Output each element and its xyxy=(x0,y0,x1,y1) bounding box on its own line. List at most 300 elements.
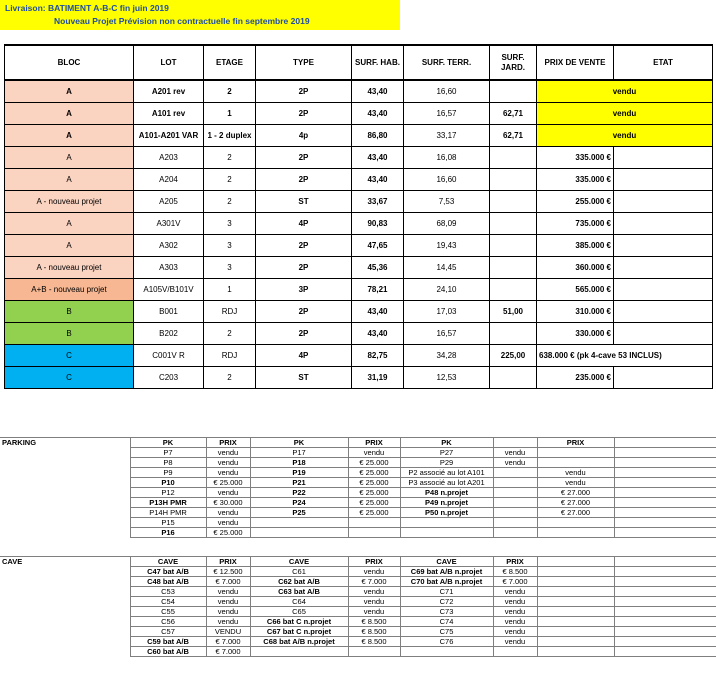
surf-jard-cell xyxy=(490,213,537,235)
cave-row xyxy=(0,617,716,627)
price-cell: 255.000 € xyxy=(537,191,614,213)
parking-cell: P15 xyxy=(130,518,206,528)
label-spacer xyxy=(0,498,130,508)
cave-label: CAVE xyxy=(0,557,130,567)
etage-cell: 2 xyxy=(204,323,256,345)
parking-cell xyxy=(493,488,537,498)
lot-cell: A101-A201 VAR xyxy=(134,125,204,147)
parking-cell: P22 xyxy=(250,488,348,498)
parking-cell: vendu xyxy=(206,458,250,468)
column-header: SURF. HAB. xyxy=(352,45,404,80)
parking-cell: € 27.000 xyxy=(537,508,614,518)
etat-cell xyxy=(614,301,713,323)
cave-cell: C68 bat A/B n.projet xyxy=(250,637,348,647)
surf-jard-cell xyxy=(490,367,537,389)
surf-hab-cell: 43,40 xyxy=(352,323,404,345)
column-header: PRIX xyxy=(206,557,250,567)
parking-cell: € 25.000 xyxy=(348,488,400,498)
column-header: SURF. JARD. xyxy=(490,45,537,80)
surf-jard-cell: 225,00 xyxy=(490,345,537,367)
parking-cell xyxy=(493,528,537,538)
parking-cell xyxy=(493,518,537,528)
sold-status-cell: vendu xyxy=(537,80,713,103)
surf-hab-cell: 47,65 xyxy=(352,235,404,257)
empty-cell xyxy=(537,637,614,647)
empty-cell xyxy=(614,528,716,538)
lot-cell: B001 xyxy=(134,301,204,323)
etat-cell xyxy=(614,191,713,213)
lot-cell: C001V R xyxy=(134,345,204,367)
parking-cell xyxy=(493,478,537,488)
cave-cell: C69 bat A/B n.projet xyxy=(400,567,493,577)
surf-terr-cell: 33,17 xyxy=(404,125,490,147)
price-cell: 360.000 € xyxy=(537,257,614,279)
surf-terr-cell: 12,53 xyxy=(404,367,490,389)
surf-jard-cell xyxy=(490,235,537,257)
cave-cell: € 7.000 xyxy=(348,577,400,587)
lot-row xyxy=(5,125,713,147)
label-spacer xyxy=(0,627,130,637)
bloc-cell: B xyxy=(5,301,134,323)
empty-cell xyxy=(537,597,614,607)
parking-row xyxy=(0,518,716,528)
lot-cell: B202 xyxy=(134,323,204,345)
cave-cell: C72 xyxy=(400,597,493,607)
empty-cell xyxy=(537,617,614,627)
parking-cell: € 25.000 xyxy=(206,528,250,538)
parking-cell: vendu xyxy=(493,448,537,458)
cave-cell: C71 xyxy=(400,587,493,597)
surf-terr-cell: 17,03 xyxy=(404,301,490,323)
parking-cell: € 25.000 xyxy=(348,468,400,478)
cave-cell: C53 xyxy=(130,587,206,597)
lot-row xyxy=(5,169,713,191)
type-cell: ST xyxy=(256,367,352,389)
cave-cell: vendu xyxy=(348,587,400,597)
etage-cell: 3 xyxy=(204,235,256,257)
lot-row xyxy=(5,345,713,367)
column-header: CAVE xyxy=(250,557,348,567)
parking-cell: P48 n.projet xyxy=(400,488,493,498)
surf-terr-cell: 16,60 xyxy=(404,80,490,103)
etat-cell xyxy=(614,279,713,301)
type-cell: 2P xyxy=(256,301,352,323)
surf-hab-cell: 43,40 xyxy=(352,169,404,191)
empty-cell xyxy=(537,567,614,577)
column-header: BLOC xyxy=(5,45,134,80)
empty-cell xyxy=(614,508,716,518)
parking-cell: P13H PMR xyxy=(130,498,206,508)
price-cell: 565.000 € xyxy=(537,279,614,301)
empty-cell xyxy=(614,518,716,528)
cave-cell: C70 bat A/B n.projet xyxy=(400,577,493,587)
parking-cell: P29 xyxy=(400,458,493,468)
parking-cell: € 25.000 xyxy=(348,458,400,468)
surf-jard-cell xyxy=(490,257,537,279)
empty-cell xyxy=(614,478,716,488)
cave-cell: vendu xyxy=(493,587,537,597)
cave-cell: C47 bat A/B xyxy=(130,567,206,577)
column-header: ETAGE xyxy=(204,45,256,80)
parking-cell: vendu xyxy=(537,478,614,488)
parking-cell: P10 xyxy=(130,478,206,488)
etat-cell xyxy=(614,147,713,169)
parking-row xyxy=(0,508,716,518)
lot-row xyxy=(5,103,713,125)
surf-jard-cell xyxy=(490,169,537,191)
surf-terr-cell: 16,57 xyxy=(404,323,490,345)
label-spacer xyxy=(0,488,130,498)
cave-cell: C75 xyxy=(400,627,493,637)
cave-cell: VENDU xyxy=(206,627,250,637)
banner-line-1-building: BATIMENT A-B-C fin juin 2019 xyxy=(47,3,169,13)
parking-cell xyxy=(250,518,348,528)
empty-cell xyxy=(614,488,716,498)
lot-cell: A201 rev xyxy=(134,80,204,103)
cave-cell: vendu xyxy=(493,617,537,627)
cave-row xyxy=(0,627,716,637)
label-spacer xyxy=(0,448,130,458)
lot-cell: A203 xyxy=(134,147,204,169)
etage-cell: 2 xyxy=(204,147,256,169)
lots-table xyxy=(4,44,713,389)
parking-cell: P19 xyxy=(250,468,348,478)
label-spacer xyxy=(0,478,130,488)
lots-table-header xyxy=(5,45,713,80)
column-header: PRIX xyxy=(348,438,400,448)
empty-cell xyxy=(614,468,716,478)
bloc-cell: A xyxy=(5,80,134,103)
parking-cell: P27 xyxy=(400,448,493,458)
type-cell: 3P xyxy=(256,279,352,301)
surf-terr-cell: 34,28 xyxy=(404,345,490,367)
label-spacer xyxy=(0,508,130,518)
empty-cell xyxy=(614,607,716,617)
type-cell: 2P xyxy=(256,323,352,345)
empty-cell xyxy=(614,647,716,657)
etage-cell: 1 xyxy=(204,279,256,301)
empty-cell xyxy=(537,587,614,597)
bloc-cell: C xyxy=(5,367,134,389)
parking-cell: vendu xyxy=(493,458,537,468)
empty-cell xyxy=(537,557,614,567)
parking-row xyxy=(0,478,716,488)
column-header: PRIX xyxy=(537,438,614,448)
parking-label: PARKING xyxy=(0,438,130,448)
surf-jard-cell xyxy=(490,323,537,345)
surf-terr-cell: 16,60 xyxy=(404,169,490,191)
bloc-cell: A - nouveau projet xyxy=(5,191,134,213)
type-cell: 2P xyxy=(256,103,352,125)
type-cell: ST xyxy=(256,191,352,213)
empty-cell xyxy=(614,458,716,468)
cave-cell xyxy=(493,647,537,657)
parking-cell: vendu xyxy=(537,468,614,478)
cave-cell: C56 xyxy=(130,617,206,627)
lot-cell: A302 xyxy=(134,235,204,257)
label-spacer xyxy=(0,637,130,647)
surf-hab-cell: 82,75 xyxy=(352,345,404,367)
parking-cell: € 27.000 xyxy=(537,488,614,498)
parking-cell xyxy=(348,518,400,528)
empty-cell xyxy=(614,438,716,448)
type-cell: 2P xyxy=(256,147,352,169)
cave-cell: C62 bat A/B xyxy=(250,577,348,587)
cave-cell xyxy=(400,647,493,657)
bloc-cell: A xyxy=(5,235,134,257)
empty-cell xyxy=(537,607,614,617)
surf-jard-cell xyxy=(490,147,537,169)
surf-hab-cell: 90,83 xyxy=(352,213,404,235)
price-cell: 310.000 € xyxy=(537,301,614,323)
surf-hab-cell: 43,40 xyxy=(352,80,404,103)
column-header: CAVE xyxy=(130,557,206,567)
cave-row xyxy=(0,607,716,617)
etage-cell: 3 xyxy=(204,257,256,279)
surf-hab-cell: 86,80 xyxy=(352,125,404,147)
cave-cell: C54 xyxy=(130,597,206,607)
type-cell: 2P xyxy=(256,169,352,191)
cave-cell: C73 xyxy=(400,607,493,617)
cave-cell: € 7.000 xyxy=(206,577,250,587)
bloc-cell: B xyxy=(5,323,134,345)
parking-cell xyxy=(400,518,493,528)
empty-cell xyxy=(614,577,716,587)
cave-cell: C64 xyxy=(250,597,348,607)
column-header: ETAT xyxy=(614,45,713,80)
empty-cell xyxy=(614,448,716,458)
surf-terr-cell: 19,43 xyxy=(404,235,490,257)
lot-row xyxy=(5,80,713,103)
label-spacer xyxy=(0,518,130,528)
parking-cell xyxy=(537,448,614,458)
parking-cell: vendu xyxy=(206,518,250,528)
parking-cell: vendu xyxy=(206,448,250,458)
lot-row xyxy=(5,191,713,213)
lot-cell: C203 xyxy=(134,367,204,389)
cave-cell: C60 bat A/B xyxy=(130,647,206,657)
cave-cell: vendu xyxy=(493,627,537,637)
surf-terr-cell: 24,10 xyxy=(404,279,490,301)
lot-cell: A101 rev xyxy=(134,103,204,125)
cave-cell: vendu xyxy=(206,597,250,607)
etage-cell: 2 xyxy=(204,367,256,389)
etage-cell: RDJ xyxy=(204,301,256,323)
surf-hab-cell: 78,21 xyxy=(352,279,404,301)
cave-cell: C74 xyxy=(400,617,493,627)
surf-hab-cell: 33,67 xyxy=(352,191,404,213)
parking-row xyxy=(0,468,716,478)
etage-cell: 2 xyxy=(204,80,256,103)
lot-row xyxy=(5,213,713,235)
bloc-cell: A+B - nouveau projet xyxy=(5,279,134,301)
cave-cell: C61 xyxy=(250,567,348,577)
lot-cell: A204 xyxy=(134,169,204,191)
parking-cell: € 25.000 xyxy=(348,498,400,508)
parking-cell xyxy=(400,528,493,538)
parking-cell xyxy=(493,508,537,518)
cave-row xyxy=(0,567,716,577)
empty-cell xyxy=(537,627,614,637)
delivery-banner xyxy=(0,0,400,30)
cave-cell: C65 xyxy=(250,607,348,617)
label-spacer xyxy=(0,607,130,617)
column-header: PK xyxy=(400,438,493,448)
cave-cell: C76 xyxy=(400,637,493,647)
parking-cell: vendu xyxy=(206,508,250,518)
lot-row xyxy=(5,257,713,279)
lot-cell: A303 xyxy=(134,257,204,279)
cave-cell: vendu xyxy=(206,607,250,617)
parking-row xyxy=(0,448,716,458)
lot-row xyxy=(5,323,713,345)
parking-cell xyxy=(493,498,537,508)
parking-cell: P7 xyxy=(130,448,206,458)
surf-jard-cell xyxy=(490,80,537,103)
parking-cell: vendu xyxy=(206,488,250,498)
surf-jard-cell: 62,71 xyxy=(490,125,537,147)
parking-cell: P14H PMR xyxy=(130,508,206,518)
cave-row xyxy=(0,597,716,607)
bloc-cell: A xyxy=(5,103,134,125)
surf-hab-cell: 43,40 xyxy=(352,147,404,169)
empty-cell xyxy=(614,498,716,508)
column-header: PRIX xyxy=(348,557,400,567)
type-cell: 2P xyxy=(256,235,352,257)
lot-row xyxy=(5,147,713,169)
empty-cell xyxy=(614,617,716,627)
column-header xyxy=(493,438,537,448)
surf-terr-cell: 14,45 xyxy=(404,257,490,279)
lot-cell: A205 xyxy=(134,191,204,213)
surf-hab-cell: 43,40 xyxy=(352,103,404,125)
cave-cell: C66 bat C n.projet xyxy=(250,617,348,627)
lot-row xyxy=(5,235,713,257)
lot-row xyxy=(5,301,713,323)
label-spacer xyxy=(0,528,130,538)
parking-cell: vendu xyxy=(348,448,400,458)
price-cell: 385.000 € xyxy=(537,235,614,257)
parking-cell: P9 xyxy=(130,468,206,478)
parking-cell: P3 associé au lot A201 xyxy=(400,478,493,488)
cave-row xyxy=(0,577,716,587)
cave-cell: € 7.000 xyxy=(206,637,250,647)
cave-row xyxy=(0,587,716,597)
price-cell: 330.000 € xyxy=(537,323,614,345)
parking-cell: P49 n.projet xyxy=(400,498,493,508)
surf-jard-cell xyxy=(490,191,537,213)
etat-cell xyxy=(614,323,713,345)
parking-table xyxy=(0,437,716,538)
cave-cell: € 8.500 xyxy=(348,637,400,647)
etage-cell: 1 xyxy=(204,103,256,125)
cave-cell: vendu xyxy=(348,607,400,617)
parking-cell: vendu xyxy=(206,468,250,478)
parking-cell xyxy=(348,528,400,538)
parking-cell: P21 xyxy=(250,478,348,488)
parking-cell xyxy=(250,528,348,538)
cave-cell: vendu xyxy=(493,607,537,617)
empty-cell xyxy=(614,557,716,567)
cave-row xyxy=(0,637,716,647)
label-spacer xyxy=(0,567,130,577)
parking-cell xyxy=(537,528,614,538)
etage-cell: 3 xyxy=(204,213,256,235)
parking-cell: € 25.000 xyxy=(206,478,250,488)
etage-cell: 2 xyxy=(204,191,256,213)
parking-cell: P17 xyxy=(250,448,348,458)
etat-cell xyxy=(614,169,713,191)
type-cell: 4p xyxy=(256,125,352,147)
lot-cell: A301V xyxy=(134,213,204,235)
column-header: CAVE xyxy=(400,557,493,567)
banner-line-1-prefix: Livraison: xyxy=(5,3,48,13)
parking-cell: P12 xyxy=(130,488,206,498)
empty-cell xyxy=(537,647,614,657)
label-spacer xyxy=(0,597,130,607)
price-cell: 335.000 € xyxy=(537,169,614,191)
surf-terr-cell: 68,09 xyxy=(404,213,490,235)
parking-cell: € 25.000 xyxy=(348,508,400,518)
cave-cell xyxy=(250,647,348,657)
bloc-cell: A xyxy=(5,213,134,235)
parking-cell: P16 xyxy=(130,528,206,538)
label-spacer xyxy=(0,647,130,657)
type-cell: 4P xyxy=(256,345,352,367)
banner-line-2: Nouveau Projet Prévision non contractuelle fin septembre 2019 xyxy=(54,16,310,26)
price-cell: 235.000 € xyxy=(537,367,614,389)
parking-cell: € 27.000 xyxy=(537,498,614,508)
parking-row xyxy=(0,528,716,538)
type-cell: 4P xyxy=(256,213,352,235)
parking-cell: P25 xyxy=(250,508,348,518)
lot-row xyxy=(5,279,713,301)
surf-jard-cell: 51,00 xyxy=(490,301,537,323)
cave-cell: vendu xyxy=(348,567,400,577)
parking-cell xyxy=(537,458,614,468)
etage-cell: 2 xyxy=(204,169,256,191)
cave-cell: C48 bat A/B xyxy=(130,577,206,587)
cave-cell: € 8.500 xyxy=(493,567,537,577)
cave-cell: C67 bat C n.projet xyxy=(250,627,348,637)
cave-cell: € 12.500 xyxy=(206,567,250,577)
label-spacer xyxy=(0,587,130,597)
parking-row xyxy=(0,488,716,498)
cave-cell: vendu xyxy=(493,597,537,607)
column-header: SURF. TERR. xyxy=(404,45,490,80)
lot-cell: A105V/B101V xyxy=(134,279,204,301)
price-cell: 735.000 € xyxy=(537,213,614,235)
parking-cell: P50 n.projet xyxy=(400,508,493,518)
cave-cell: € 7.000 xyxy=(206,647,250,657)
cave-cell: C57 xyxy=(130,627,206,637)
cave-cell xyxy=(348,647,400,657)
parking-cell: € 30.000 xyxy=(206,498,250,508)
cave-cell: vendu xyxy=(206,617,250,627)
cave-cell: C55 xyxy=(130,607,206,617)
cave-cell: C63 bat A/B xyxy=(250,587,348,597)
sold-status-cell: vendu xyxy=(537,103,713,125)
type-cell: 2P xyxy=(256,80,352,103)
cave-cell: vendu xyxy=(206,587,250,597)
parking-cell: P2 associé au lot A101 xyxy=(400,468,493,478)
surf-hab-cell: 43,40 xyxy=(352,301,404,323)
bloc-cell: A - nouveau projet xyxy=(5,257,134,279)
column-header: PRIX xyxy=(206,438,250,448)
parking-cell: € 25.000 xyxy=(348,478,400,488)
price-cell: 638.000 € (pk 4-cave 53 INCLUS) xyxy=(537,345,713,367)
empty-cell xyxy=(614,567,716,577)
